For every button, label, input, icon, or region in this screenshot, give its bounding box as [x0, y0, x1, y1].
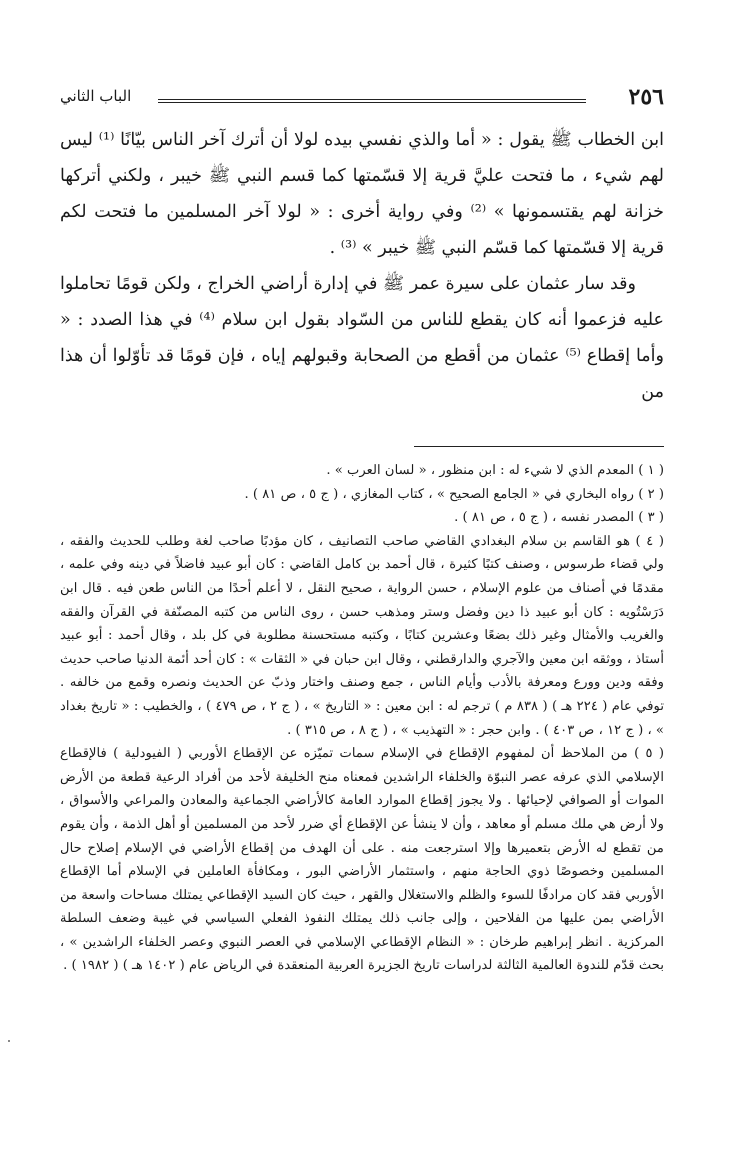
- header-rule: [158, 99, 586, 103]
- paragraph-1: ابن الخطاب ﷺ يقول : « أما والذي نفسي بيده لولا أن أترك آخر الناس بيّانًا ⁽¹⁾ ليس لهم شيء ، ما فتحت عليَّ قرية إلا قسّمتها كما قسم النبي ﷺ خيبر ، ولكني أتركها خزانة لهم يقتسمونها » ⁽²⁾ وفي رواية أخرى : « لولا آخر المسلمين ما فتحت لكم قرية إلا قسّمتها كما قسّم النبي ﷺ خيبر » ⁽³⁾ .: [60, 130, 664, 258]
- footnote-4: ( ٤ ) هو القاسم بن سلام البغدادي القاضي صاحب التصانيف ، كان مؤدبًا صاحب لغة وطلب للحديث والفقه ، ولي قضاء طرسوس ، وصنف كتبًا كثيرة ، قال أحمد بن كامل القاضي : كان أبو عبيد فاضلاً في دينه وفي علمه ، مقدمًا في أصناف من علوم الإسلام ، حسن الرواية ، صحيح النقل ، لا أعلم أحدًا من الناس طعن فيه . قال ابن دَرَسْتُويه : كان أبو عبيد ذا دين وفضل وستر ومذهب حسن ، روى الناس من كتبه المصنّفة في القرآن والفقه والغريب والأمثال وغير ذلك بضعًا وعشرين كتابًا ، وكتبه مستحسنة مطلوبة في كل بلد ، وقال أحمد : أبو عبيد أستاذ ، ووثقه ابن معين والآجري والدارقطني ، وقال ابن حبان في « الثقات » : كان أحد أئمة الدنيا صاحب حديث وفقه ودين وورع ومعرفة بالأدب وأيام الناس ، جمع وصنف واختار وذبّ عن الحديث ونصره وقمع من خالفه . توفي عام ( ٢٢٤ هـ ) ( ٨٣٨ م ) ترجم له : ابن معين : « التاريخ » ، ( ج ٢ ، ص ٤٧٩ ) ، والخطيب : « تاريخ بغداد » ، ( ج ١٢ ، ص ٤٠٣ ) . وابن حجر : « التهذيب » ، ( ج ٨ ، ص ٣١٥ ) .: [60, 533, 664, 738]
- footnote-2: ( ٢ ) رواه البخاري في « الجامع الصحيح » ، كتاب المغازي ، ( ج ٥ ، ص ٨١ ) .: [244, 486, 664, 502]
- footnotes: [60, 459, 664, 978]
- margin-speck: [8, 1040, 10, 1042]
- page-header: [60, 84, 664, 112]
- footnote-1: ( ١ ) المعدم الذي لا شيء له : ابن منظور ، « لسان العرب » .: [326, 463, 664, 478]
- book-page: [60, 84, 665, 978]
- paragraph-2: وقد سار عثمان على سيرة عمر ﷺ في إدارة أراضي الخراج ، ولكن قومًا تحاملوا عليه فزعموا أنه كان يقطع للناس من السّواد بقول ابن سلام ⁽⁴⁾ في هذا الصدد : « وأما إقطاع ⁽⁵⁾ عثمان من أقطع من الصحابة وقبولهم إياه ، فإن قومًا قد تأوّلوا أن هذا من: [60, 274, 664, 402]
- chapter-title: الباب الثاني: [60, 87, 132, 105]
- page-number: ٢٥٦: [628, 84, 664, 110]
- footnote-3: ( ٣ ) المصدر نفسه ، ( ج ٥ ، ص ٨١ ) .: [454, 510, 664, 526]
- main-text: [60, 122, 664, 410]
- footnote-separator: [414, 446, 664, 447]
- footnote-5: ( ٥ ) من الملاحظ أن لمفهوم الإقطاع في الإسلام سمات تميّزه عن الإقطاع الأوربي ( الفيودلية ) فالإقطاع الإسلامي الذي عرفه عصر النبوّة والخلفاء الراشدين فمعناه منح الخليفة لأحد من أفراد الرعية قطعة من الأرض الموات أو الصوافي لإحيائها . ولا يجوز إقطاع الموارد العامة كالأراضي الجماعية والمعادن والمراعي والأسواق ، ولا أرض هي ملك مسلم أو معاهد ، وأن لا ينشأ عن الإقطاع أي ضرر لأحد من المسلمين أو أهل الذمة ، وأن يقوم من تقطع له الأرض بتعميرها وإلا استرجعت منه . على أن الهدف من إقطاع الأراضي في الإسلام إصلاح حال المسلمين وخصوصًا ذوي الحاجة منهم ، واستثمار الأراضي البور ، ومكافأة العاملين في الإسلام أما الإقطاع الأوربي فقد كان مرادفًا للسوء والظلم والاستغلال والقهر ، حيث كان السيد الإقطاعي يمتلك مساحات واسعة من الأراضي بمن عليها من الفلاحين ، وإلى جانب ذلك يمتلك النفوذ الفعلي السياسي في غيبة وضعف السلطة المركزية . انظر إبراهيم طرخان : « النظام الإقطاعي الإسلامي في العصر النبوي وعصر الخلفاء الراشدين » ، بحث قدّم للندوة العالمية الثالثة لدراسات تاريخ الجزيرة العربية المنعقدة في الرياض عام ( ١٤٠٢ هـ ) ( ١٩٨٢ ) .: [60, 746, 665, 974]
